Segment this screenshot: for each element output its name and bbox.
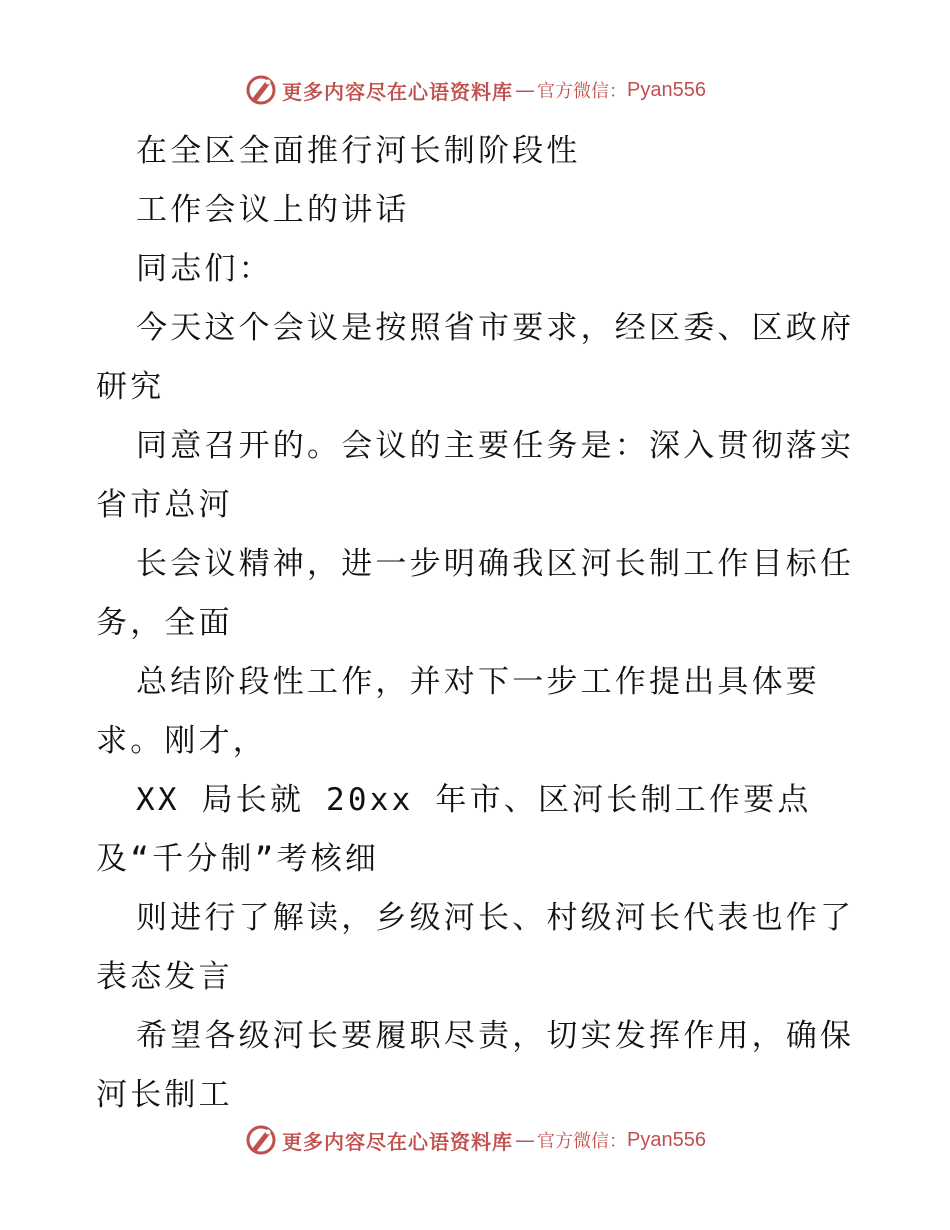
text-line: XX 局长就 20xx 年市、区河长制工作要点	[136, 782, 812, 818]
text-line: 求。刚才，	[96, 723, 267, 759]
text-line: 研究	[96, 369, 165, 405]
pen-logo-icon	[244, 73, 278, 107]
text-line: 表态发言	[96, 959, 233, 995]
title-line-2: 工作会议上的讲话	[136, 192, 410, 228]
watermark-dash: —	[515, 1128, 536, 1152]
text-line: 长会议精神，进一步明确我区河长制工作目标任	[136, 546, 855, 582]
watermark-wechat-id: Pyan556	[627, 1128, 706, 1151]
text-line: 河长制工	[96, 1077, 233, 1113]
salutation: 同志们：	[136, 251, 273, 287]
pen-logo-icon	[244, 1123, 278, 1157]
text-line: 今天这个会议是按照省市要求，经区委、区政府	[136, 310, 855, 346]
watermark-wechat-id: Pyan556	[627, 78, 706, 101]
text-line: 则进行了解读，乡级河长、村级河长代表也作了	[136, 900, 855, 936]
watermark-dash: —	[515, 78, 536, 102]
watermark-text: 更多内容尽在心语资料库	[282, 79, 514, 104]
text-line: 省市总河	[96, 487, 233, 523]
title-line-1: 在全区全面推行河长制阶段性	[136, 133, 581, 169]
text-line: 总结阶段性工作，并对下一步工作提出具体要	[136, 664, 820, 700]
document-body	[96, 122, 866, 1125]
text-line: 同意召开的。会议的主要任务是：深入贯彻落实	[136, 428, 855, 464]
watermark-text: 更多内容尽在心语资料库	[282, 1129, 514, 1154]
watermark-wechat-label: 官方微信：	[537, 1131, 628, 1152]
watermark-wechat-label: 官方微信：	[537, 81, 628, 102]
text-line: 希望各级河长要履职尽责，切实发挥作用，确保	[136, 1018, 855, 1054]
text-line: 务，全面	[96, 605, 233, 641]
text-line: 及“千分制”考核细	[96, 841, 380, 877]
header-watermark	[0, 70, 950, 110]
footer-watermark	[0, 1120, 950, 1160]
